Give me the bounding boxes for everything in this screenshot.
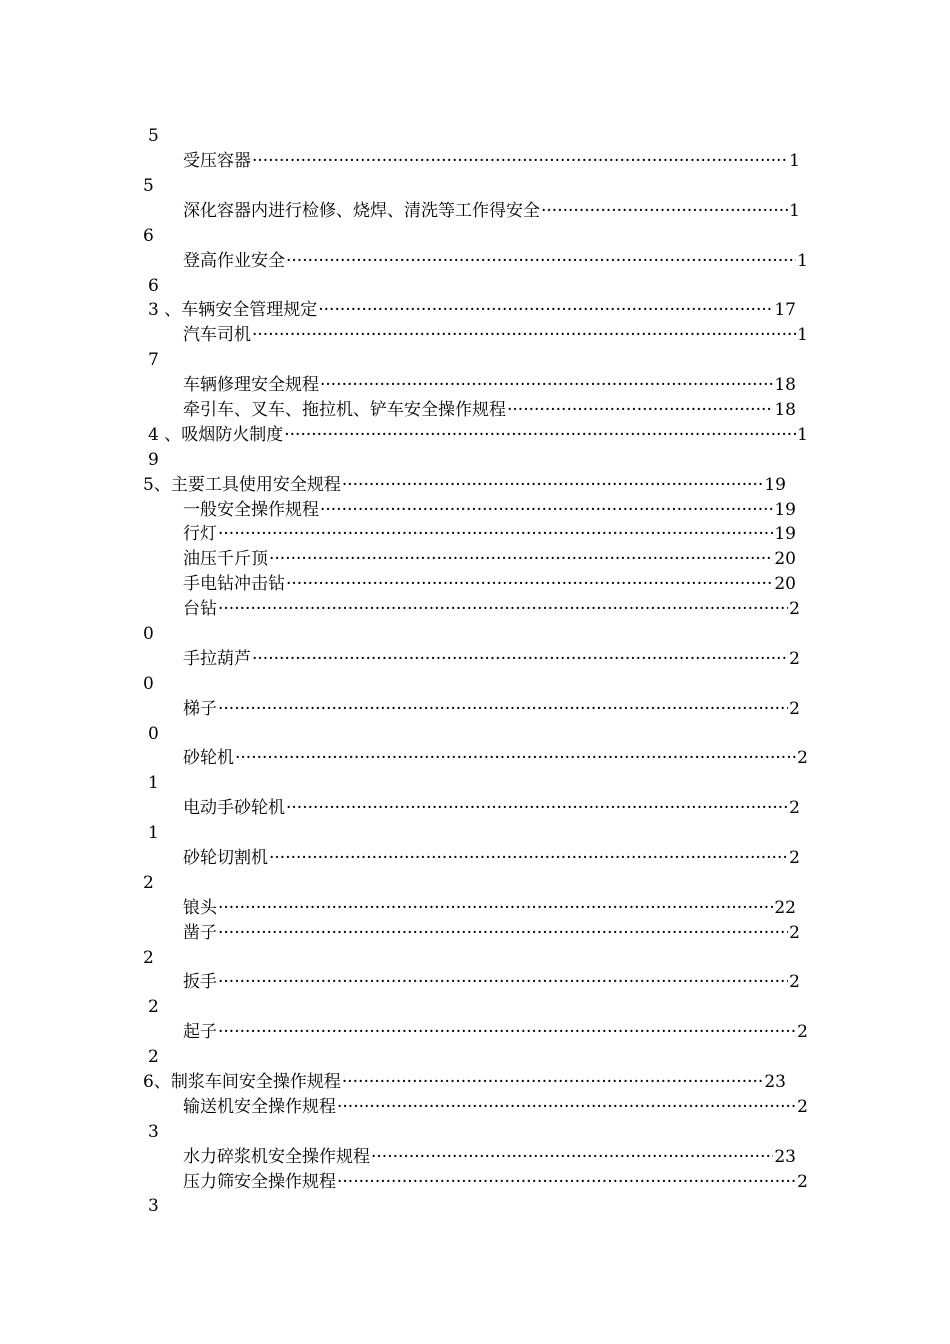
- toc-entry-page-number: 1: [797, 425, 808, 445]
- toc-entry[interactable]: [183, 1145, 796, 1170]
- toc-leader-dots: [252, 647, 788, 672]
- toc-leader-dots: [541, 199, 788, 224]
- toc-entry-page-number: 2: [797, 1172, 808, 1192]
- toc-entry[interactable]: [183, 921, 800, 946]
- toc-page-continuation: 2: [148, 1047, 159, 1067]
- toc-entry[interactable]: [148, 423, 808, 448]
- toc-entry[interactable]: [183, 597, 800, 622]
- toc-page-continuation: 7: [148, 350, 159, 370]
- toc-page-continuation: 3: [148, 1122, 159, 1142]
- toc-entry[interactable]: [183, 149, 800, 174]
- toc-entry[interactable]: [143, 1070, 786, 1095]
- toc-entry[interactable]: [183, 547, 796, 572]
- toc-page-continuation: 5: [143, 176, 154, 196]
- toc-entry-page-number: 17: [774, 300, 796, 320]
- toc-leader-dots: [218, 597, 788, 622]
- toc-leader-dots: [284, 423, 796, 448]
- toc-entry-title: 4 、吸烟防火制度: [148, 425, 284, 445]
- toc-leader-dots: [252, 149, 788, 174]
- toc-entry-page-number: 1: [789, 201, 800, 221]
- toc-entry[interactable]: [183, 522, 796, 547]
- toc-page-continuation: 1: [148, 823, 159, 843]
- toc-entry-page-number: 2: [789, 798, 800, 818]
- toc-entry-page-number: 19: [764, 475, 786, 495]
- toc-entry-page-number: 19: [774, 524, 796, 544]
- toc-leader-dots: [320, 373, 773, 398]
- toc-entry-page-number: 2: [789, 923, 800, 943]
- toc-entry-page-number: 19: [774, 500, 796, 520]
- toc-page-continuation: 5: [148, 126, 159, 146]
- toc-entry[interactable]: [183, 249, 808, 274]
- toc-entry[interactable]: [183, 1020, 808, 1045]
- toc-page-continuation: 6: [143, 226, 154, 246]
- toc-entry[interactable]: [183, 498, 796, 523]
- toc-entry-title: 深化容器内进行检修、烧焊、清洗等工作得安全: [183, 201, 540, 221]
- toc-entry-page-number: 20: [774, 549, 796, 569]
- toc-entry-page-number: 1: [789, 151, 800, 171]
- toc-leader-dots: [252, 323, 796, 348]
- toc-entry-title: 登高作业安全: [183, 251, 285, 271]
- toc-entry-title: 3 、车辆安全管理规定: [148, 300, 318, 320]
- toc-entry-title: 砂轮机: [183, 748, 234, 768]
- toc-page-continuation: 0: [143, 624, 154, 644]
- toc-entry[interactable]: [183, 572, 796, 597]
- toc-leader-dots: [507, 398, 773, 423]
- toc-entry-title: 牵引车、叉车、拖拉机、铲车安全操作规程: [183, 400, 506, 420]
- toc-entry-page-number: 22: [774, 898, 796, 918]
- toc-entry-page-number: 1: [797, 251, 808, 271]
- toc-entry-title: 油压千斤顶: [183, 549, 268, 569]
- toc-leader-dots: [286, 249, 796, 274]
- toc-leader-dots: [218, 522, 773, 547]
- toc-entry-page-number: 18: [774, 375, 796, 395]
- toc-entry[interactable]: [183, 199, 800, 224]
- toc-entry-page-number: 18: [774, 400, 796, 420]
- toc-leader-dots: [286, 572, 773, 597]
- toc-entry-title: 梯子: [183, 699, 217, 719]
- toc-entry-page-number: 2: [789, 649, 800, 669]
- toc-entry-title: 一般安全操作规程: [183, 500, 319, 520]
- toc-leader-dots: [269, 547, 773, 572]
- toc-entry-title: 凿子: [183, 923, 217, 943]
- toc-entry-page-number: 2: [797, 1097, 808, 1117]
- toc-entry-title: 5、主要工具使用安全规程: [143, 475, 341, 495]
- toc-entry[interactable]: [183, 647, 800, 672]
- toc-leader-dots: [342, 1070, 764, 1095]
- toc-entry-title: 6、制浆车间安全操作规程: [143, 1072, 341, 1092]
- toc-entry-page-number: 2: [789, 848, 800, 868]
- toc-leader-dots: [218, 921, 788, 946]
- toc-entry[interactable]: [183, 796, 800, 821]
- toc-entry-title: 扳手: [183, 972, 217, 992]
- toc-leader-dots: [218, 896, 773, 921]
- toc-leader-dots: [218, 970, 788, 995]
- toc-entry[interactable]: [143, 473, 786, 498]
- toc-entry-title: 电动手砂轮机: [183, 798, 285, 818]
- toc-page-continuation: 0: [143, 674, 154, 694]
- toc-entry-title: 砂轮切割机: [183, 848, 268, 868]
- toc-entry[interactable]: [183, 697, 800, 722]
- toc-entry[interactable]: [183, 323, 808, 348]
- toc-entry-page-number: 1: [797, 325, 808, 345]
- toc-leader-dots: [342, 473, 764, 498]
- toc-entry[interactable]: [148, 298, 796, 323]
- toc-entry-title: 受压容器: [183, 151, 251, 171]
- toc-entry[interactable]: [183, 896, 796, 921]
- toc-page-continuation: 0: [148, 724, 159, 744]
- toc-entry-title: 输送机安全操作规程: [183, 1097, 336, 1117]
- toc-entry[interactable]: [183, 398, 796, 423]
- toc-entry-title: 水力碎浆机安全操作规程: [183, 1147, 370, 1167]
- toc-entry-title: 台钻: [183, 599, 217, 619]
- toc-leader-dots: [320, 498, 773, 523]
- toc-entry-page-number: 20: [774, 574, 796, 594]
- toc-page-continuation: 9: [148, 450, 159, 470]
- toc-page-continuation: 3: [148, 1196, 159, 1216]
- toc-entry-page-number: 2: [797, 748, 808, 768]
- toc-entry-page-number: 2: [789, 599, 800, 619]
- toc-leader-dots: [371, 1145, 773, 1170]
- toc-entry[interactable]: [183, 746, 808, 771]
- toc-entry-title: 起子: [183, 1022, 217, 1042]
- toc-page-continuation: 2: [148, 997, 159, 1017]
- toc-leader-dots: [286, 796, 788, 821]
- toc-entry-page-number: 23: [764, 1072, 786, 1092]
- toc-page-continuation: 2: [143, 948, 154, 968]
- toc-entry-title: 车辆修理安全规程: [183, 375, 319, 395]
- toc-entry-title: 行灯: [183, 524, 217, 544]
- toc-entry[interactable]: [183, 1095, 808, 1120]
- toc-entry[interactable]: [183, 373, 796, 398]
- toc-leader-dots: [318, 298, 773, 323]
- toc-page-continuation: 1: [148, 773, 159, 793]
- toc-entry-title: 压力筛安全操作规程: [183, 1172, 336, 1192]
- toc-entry-page-number: 2: [789, 699, 800, 719]
- toc-entry-title: 手拉葫芦: [183, 649, 251, 669]
- toc-entry-page-number: 2: [789, 972, 800, 992]
- toc-leader-dots: [235, 746, 796, 771]
- toc-page-continuation: 6: [148, 276, 159, 296]
- toc-entry-title: 汽车司机: [183, 325, 251, 345]
- toc-entry-title: 手电钻冲击钻: [183, 574, 285, 594]
- toc-leader-dots: [269, 846, 788, 871]
- toc-leader-dots: [337, 1095, 796, 1120]
- toc-entry[interactable]: [183, 970, 800, 995]
- toc-leader-dots: [218, 1020, 796, 1045]
- toc-page-continuation: 2: [143, 873, 154, 893]
- toc-leader-dots: [218, 697, 788, 722]
- toc-entry-page-number: 23: [774, 1147, 796, 1167]
- toc-entry[interactable]: [183, 1170, 808, 1195]
- toc-leader-dots: [337, 1170, 796, 1195]
- toc-entry-page-number: 2: [797, 1022, 808, 1042]
- toc-entry-title: 锒头: [183, 898, 217, 918]
- toc-entry[interactable]: [183, 846, 800, 871]
